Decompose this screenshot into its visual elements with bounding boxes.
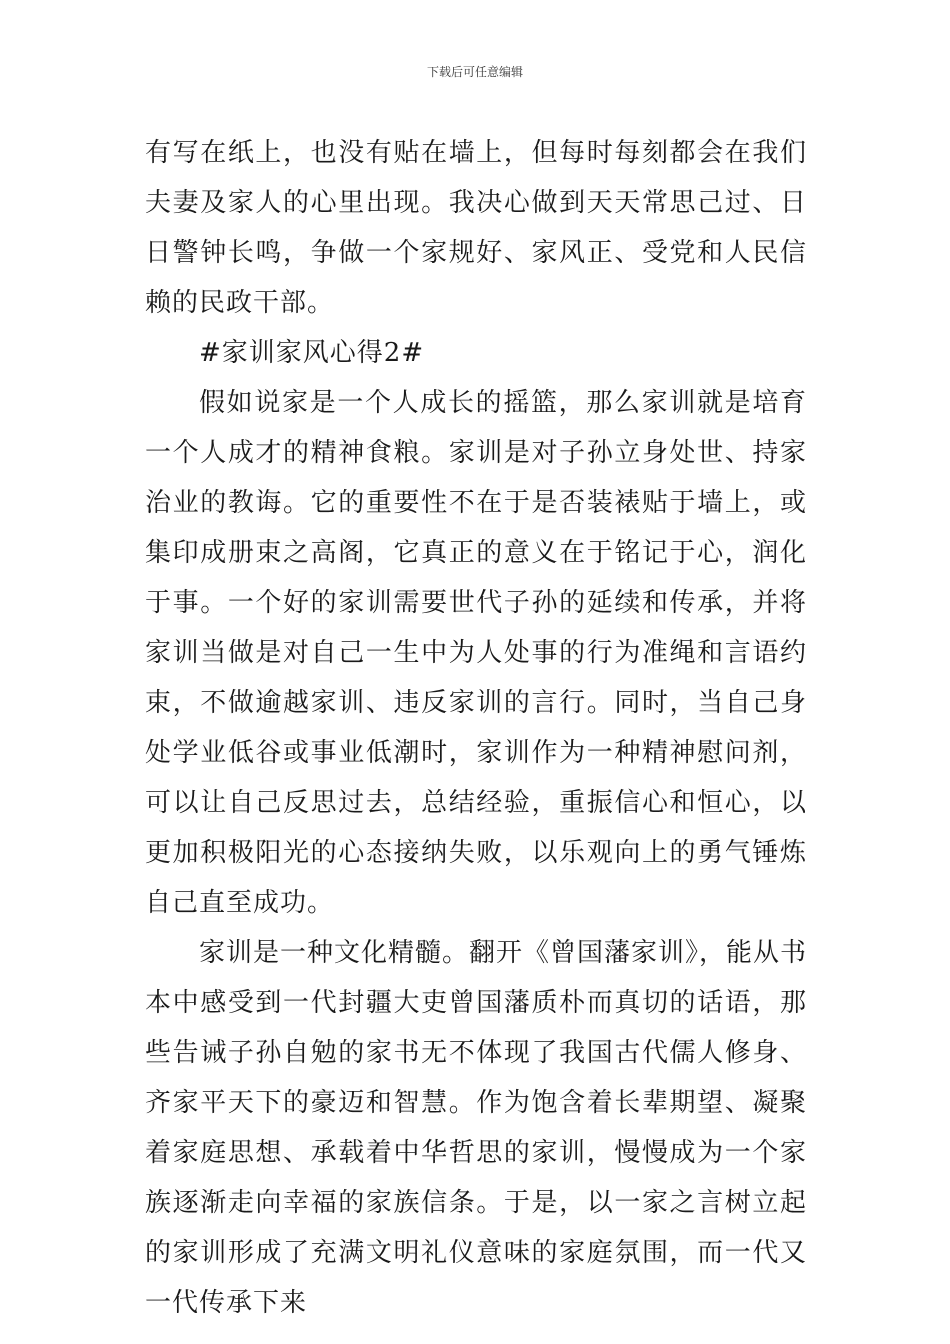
paragraph-family-motto-meaning: 假如说家是一个人成长的摇篮，那么家训就是培育一个人成才的精神食粮。家训是对子孙立身处世、持家治业的教诲。它的重要性不在于是否装裱贴于墙上，或集印成册束之高阁，它真正的意义在于铭记于心，润化于事。一个好的家训需要世代子孙的延续和传承，并将家训当做是对自己一生中为人处事的行为准绳和言语约束，不做逾越家训、违反家训的言行。同时，当自己身处学业低谷或事业低潮时，家训作为一种精神慰问剂，可以让自己反思过去，总结经验，重振信心和恒心，以更加积极阳光的心态接纳失败，以乐观向上的勇气锤炼自己直至成功。	[145, 388, 807, 918]
document-body	[145, 128, 807, 1328]
page-header-note: 下载后可任意编辑	[426, 65, 523, 79]
paragraph-continued: 有写在纸上，也没有贴在墙上，但每时每刻都会在我们夫妻及家人的心里出现。我决心做到天天常思己过、日日警钟长鸣，争做一个家规好、家风正、受党和人民信赖的民政干部。	[145, 138, 807, 318]
paragraph-family-motto-culture: 家训是一种文化精髓。翻开《曾国藩家训》，能从书本中感受到一代封疆大吏曾国藩质朴而真切的话语，那些告诫子孙自勉的家书无不体现了我国古代儒人修身、齐家平天下的豪迈和智慧。作为饱含着长辈期望、凝聚着家庭思想、承载着中华哲思的家训，慢慢成为一个家族逐渐走向幸福的家族信条。于是，以一家之言树立起的家训形成了充满文明礼仪意味的家庭氛围，而一代又一代传承下来	[145, 938, 808, 1318]
section-heading: #家训家风心得2#	[199, 338, 425, 368]
